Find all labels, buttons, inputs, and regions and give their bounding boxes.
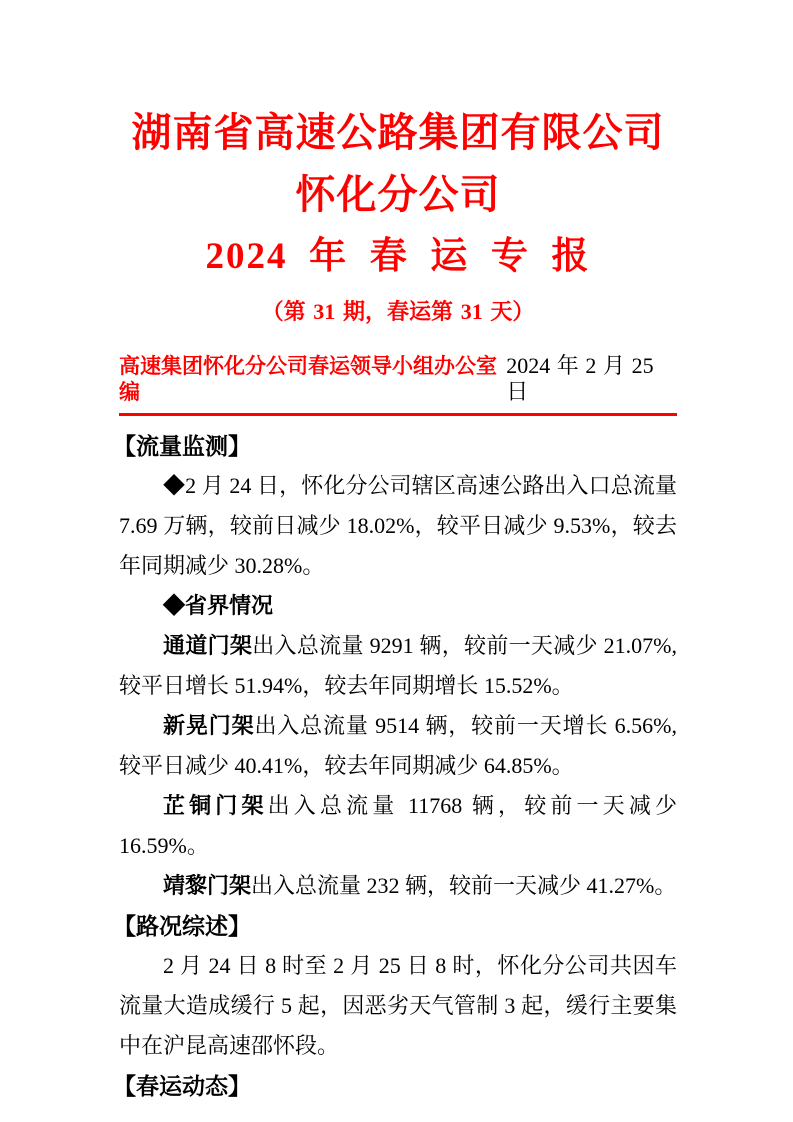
section-heading-flow-monitor: 【流量监测】 (113, 433, 251, 459)
gantry-name: 新晃门架 (163, 713, 255, 738)
gantry-name: 通道门架 (163, 633, 253, 658)
title-line-report: 2024 年 春 运 专 报 (205, 236, 591, 277)
title-line-branch: 怀化分公司 (295, 172, 501, 217)
gantry-paragraph-jingli (119, 866, 677, 906)
gantry-name: 芷铜门架 (163, 793, 268, 818)
diamond-bullet-icon: ◆ (163, 593, 186, 618)
section-heading-spring-updates: 【春运动态】 (113, 1073, 251, 1099)
road-conditions-paragraph: 2 月 24 日 8 时至 2 月 25 日 8 时，怀化分公司共因车流量大造成缓行 5 起，因恶劣天气管制 3 起，缓行主要集中在沪昆高速邵怀段。 (119, 953, 677, 1058)
masthead-date: 2024 年 2 月 25 日 (506, 353, 654, 404)
issue-subtitle: （第 31 期，春运第 31 天） (261, 299, 535, 324)
flow-summary-paragraph (119, 466, 677, 586)
border-situation-label: 省界情况 (185, 593, 274, 618)
gantry-detail: 出入总流量 232 辆，较前一天减少 41.27%。 (251, 873, 677, 898)
masthead (119, 353, 677, 416)
gantry-paragraph-tongdao (119, 626, 677, 706)
masthead-editor: 高速集团怀化分公司春运领导小组办公室编 (119, 355, 497, 404)
flow-summary-text: 2 月 24 日，怀化分公司辖区高速公路出入口总流量 7.69 万辆，较前日减少 18.02%，较平日减少 9.53%，较去年同期减少 30.28%。 (119, 473, 677, 578)
gantry-name: 靖黎门架 (163, 873, 252, 898)
section-heading-road-conditions: 【路况综述】 (113, 913, 251, 939)
gantry-detail: 出入总流量 9514 辆，较前一天增长 6.56%,较平日减少 40.41%，较去年同期减少 64.85%。 (119, 713, 677, 778)
gantry-detail: 出入总流量 9291 辆，较前一天减少 21.07%,较平日增长 51.94%，较去年同期增长 15.52%。 (119, 633, 677, 698)
diamond-bullet-icon: ◆ (163, 473, 186, 498)
gantry-detail: 出入总流量 11768 辆，较前一天减少 16.59%。 (119, 793, 677, 858)
document-title-block (119, 102, 677, 288)
gantry-paragraph-xinhuang (119, 706, 677, 786)
title-line-company: 湖南省高速公路集团有限公司 (131, 110, 665, 155)
gantry-paragraph-zhitong (119, 786, 677, 866)
border-situation-subheading (119, 586, 677, 626)
